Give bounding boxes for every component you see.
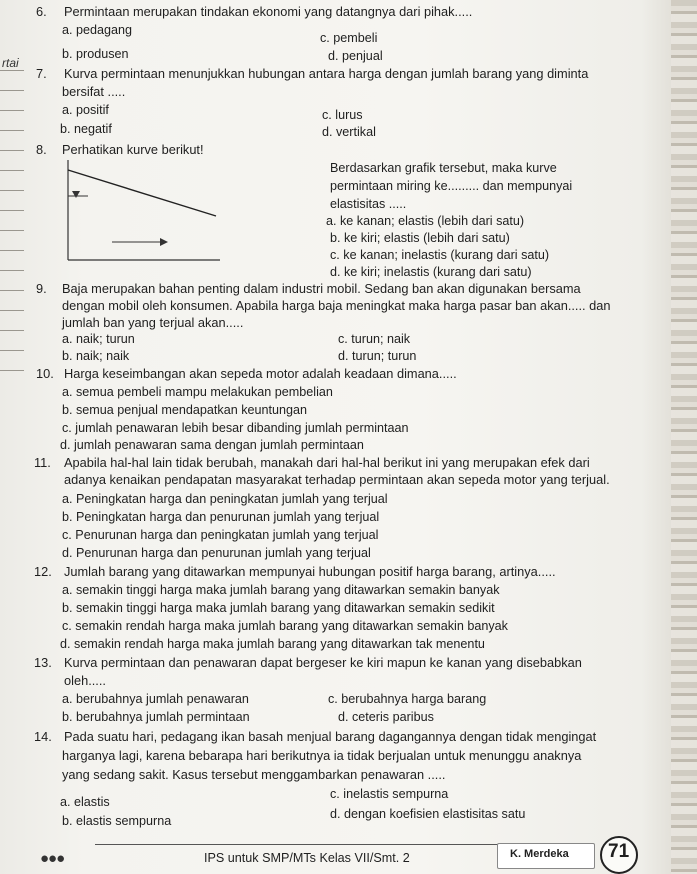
- q13-option-b[interactable]: b. berubahnya jumlah permintaan: [62, 710, 250, 724]
- left-margin-lines: [0, 70, 24, 400]
- q14-option-b[interactable]: b. elastis sempurna: [62, 814, 172, 828]
- q9-option-d[interactable]: d. turun; turun: [338, 349, 417, 363]
- publisher-name: K. Merdeka: [510, 848, 569, 860]
- q14-option-a[interactable]: a. elastis: [60, 795, 110, 809]
- page-edge-shadow: [671, 0, 697, 874]
- q14-text-2: harganya lagi, karena bebarapa hari berikutnya ia tidak berjualan untuk menunggu anaknya: [62, 748, 582, 763]
- q6-option-c[interactable]: c. pembeli: [320, 31, 378, 45]
- q11-option-a[interactable]: a. Peningkatan harga dan peningkatan jumlah yang terjual: [62, 492, 388, 506]
- q7-option-b[interactable]: b. negatif: [60, 122, 112, 136]
- q8-option-c[interactable]: c. ke kanan; inelastis (kurang dari satu): [330, 248, 550, 262]
- q6-text: Permintaan merupakan tindakan ekonomi yang datangnya dari pihak.....: [64, 4, 473, 19]
- q8-option-a[interactable]: a. ke kanan; elastis (lebih dari satu): [326, 214, 525, 228]
- footer-rule: [95, 844, 515, 845]
- q9-text-1: Baja merupakan bahan penting dalam industri mobil. Sedang ban akan digunakan bersama: [62, 281, 581, 296]
- q8-prompt-3: elastisitas .....: [330, 197, 407, 211]
- q12-option-b[interactable]: b. semakin tinggi harga maka jumlah barang yang ditawarkan semakin sedikit: [62, 601, 495, 615]
- page-number: 71: [608, 841, 630, 862]
- demand-curve-line: [68, 170, 216, 216]
- margin-handwriting: rtai: [2, 56, 19, 70]
- book-title: IPS untuk SMP/MTs Kelas VII/Smt. 2: [204, 851, 410, 865]
- quantity-right-arrow: [160, 238, 168, 246]
- q9-number: 9.: [36, 281, 47, 296]
- q7-text-1: Kurva permintaan menunjukkan hubungan antara harga dengan jumlah barang yang diminta: [64, 66, 589, 81]
- q12-option-a[interactable]: a. semakin tinggi harga maka jumlah barang yang ditawarkan semakin banyak: [62, 583, 500, 597]
- q6-number: 6.: [36, 4, 47, 19]
- q12-option-d[interactable]: d. semakin rendah harga maka jumlah barang yang ditawarkan tak menentu: [60, 637, 485, 651]
- q11-text-2: adanya kenaikan pendapatan masyarakat terhadap permintaan akan sepeda motor yang terjual.: [64, 472, 610, 487]
- q13-number: 13.: [34, 655, 52, 670]
- q12-option-c[interactable]: c. semakin rendah harga maka jumlah barang yang ditawarkan semakin banyak: [62, 619, 508, 633]
- q7-option-a[interactable]: a. positif: [62, 103, 109, 117]
- q9-text-2: dengan mobil oleh konsumen. Apabila harga baja meningkat maka harga pasar ban akan..... dan: [62, 298, 611, 313]
- q8-prompt-1: Berdasarkan grafik tersebut, maka kurve: [330, 161, 557, 175]
- q11-number: 11.: [34, 455, 51, 470]
- q6-option-b[interactable]: b. produsen: [62, 47, 129, 61]
- q7-text-2: bersifat .....: [62, 84, 126, 99]
- q7-option-d[interactable]: d. vertikal: [322, 125, 376, 139]
- q8-number: 8.: [36, 142, 47, 157]
- q13-option-a[interactable]: a. berubahnya jumlah penawaran: [62, 692, 249, 706]
- decorative-dots-icon: ●●●: [40, 850, 65, 867]
- q11-text-1: Apabila hal-hal lain tidak berubah, manakah dari hal-hal berikut ini yang merupakan efek dari: [64, 455, 590, 470]
- q8-option-b[interactable]: b. ke kiri; elastis (lebih dari satu): [330, 231, 510, 245]
- q10-option-c[interactable]: c. jumlah penawaran lebih besar dibanding jumlah permintaan: [62, 421, 409, 435]
- q11-option-d[interactable]: d. Penurunan harga dan penurunan jumlah yang terjual: [62, 546, 371, 560]
- q10-option-a[interactable]: a. semua pembeli mampu melakukan pembelian: [62, 385, 333, 399]
- q9-option-a[interactable]: a. naik; turun: [62, 332, 135, 346]
- q14-text-1: Pada suatu hari, pedagang ikan basah menjual barang dagangannya dengan tidak mengingat: [64, 729, 597, 744]
- q11-option-b[interactable]: b. Peningkatan harga dan penurunan jumlah yang terjual: [62, 510, 380, 524]
- q13-text-2: oleh.....: [64, 673, 106, 688]
- q10-option-b[interactable]: b. semua penjual mendapatkan keuntungan: [62, 403, 308, 417]
- q7-number: 7.: [36, 66, 47, 81]
- q9-option-b[interactable]: b. naik; naik: [62, 349, 130, 363]
- q13-text-1: Kurva permintaan dan penawaran dapat bergeser ke kiri mapun ke kanan yang disebabkan: [64, 655, 582, 670]
- q6-option-a[interactable]: a. pedagang: [62, 23, 133, 37]
- price-down-arrow: [72, 191, 80, 198]
- q9-option-c[interactable]: c. turun; naik: [338, 332, 411, 346]
- q10-number: 10.: [36, 366, 54, 381]
- q12-text: Jumlah barang yang ditawarkan mempunyai hubungan positif harga barang, artinya.....: [64, 564, 556, 579]
- q14-text-3: yang sedang sakit. Kasus tersebut menggambarkan penawaran .....: [62, 767, 446, 782]
- q10-option-d[interactable]: d. jumlah penawaran sama dengan jumlah permintaan: [60, 438, 364, 452]
- q14-option-d[interactable]: d. dengan koefisien elastisitas satu: [330, 807, 526, 821]
- q6-option-d[interactable]: d. penjual: [328, 49, 383, 63]
- q9-text-3: jumlah ban yang terjual akan.....: [62, 315, 244, 330]
- q8-text: Perhatikan kurve berikut!: [62, 142, 204, 157]
- q10-text: Harga keseimbangan akan sepeda motor adalah keadaan dimana.....: [64, 366, 457, 381]
- q13-option-c[interactable]: c. berubahnya harga barang: [328, 692, 487, 706]
- q14-number: 14.: [34, 729, 52, 744]
- q12-number: 12.: [34, 564, 52, 579]
- q7-option-c[interactable]: c. lurus: [322, 108, 363, 122]
- q8-prompt-2: permintaan miring ke......... dan mempunyai: [330, 179, 573, 193]
- q8-option-d[interactable]: d. ke kiri; inelastis (kurang dari satu): [330, 265, 532, 279]
- q11-option-c[interactable]: c. Penurunan harga dan peningkatan jumlah yang terjual: [62, 528, 379, 542]
- q13-option-d[interactable]: d. ceteris paribus: [338, 710, 434, 724]
- demand-curve-figure: [64, 158, 222, 264]
- q14-option-c[interactable]: c. inelastis sempurna: [330, 787, 449, 801]
